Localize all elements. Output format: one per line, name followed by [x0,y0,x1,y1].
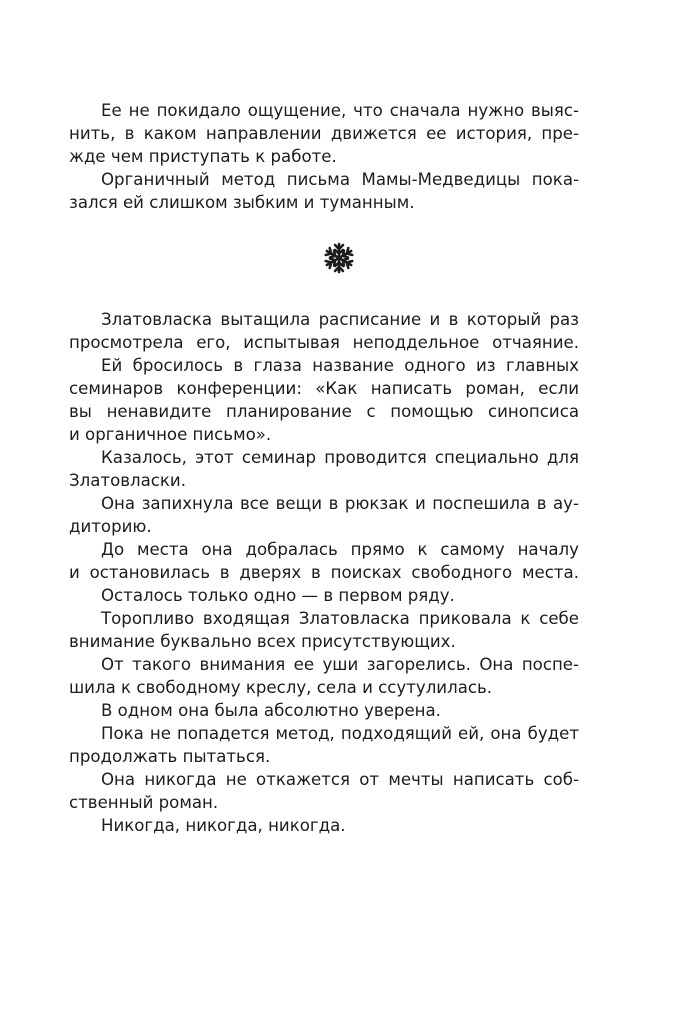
text-line: Ее не покидало ощущение, что сначала нужно выяс- [101,101,579,120]
text-line: До места она добралась прямо к самому началу [101,540,579,559]
text-line: ственный роман. [69,793,219,812]
text-line: Златовласки. [69,471,186,490]
text-block-top [69,99,579,214]
text-line: нить, в каком направлении движется ее история, пре- [69,124,579,143]
text-line: Пока не попадется метод, подходящий ей, она будет [101,724,579,743]
text-line: вы ненавидите планирование с помощью синопсиса [69,402,579,421]
section-divider [322,241,356,275]
text-line: просмотрела его, испытывая неподдельное отчаяние. [69,333,579,352]
text-line: Она никогда не откажется от мечты написать соб- [101,770,579,789]
text-line: Она запихнула все вещи в рюкзак и поспешила в ау- [101,494,579,513]
text-line: внимание буквально всех присутствующих. [69,632,456,651]
text-line: шила к свободному креслу, села и ссутулилась. [69,678,493,697]
text-block-bottom [69,308,579,837]
text-line: Ей бросилось в глаза название одного из главных [101,356,579,375]
text-line: В одном она была абсолютно уверена. [101,701,441,720]
text-line: Никогда, никогда, никогда. [101,816,346,835]
text-line: продолжать пытаться. [69,747,271,766]
text-line: Казалось, этот семинар проводится специально для [101,448,579,467]
text-line: диторию. [69,517,152,536]
text-line: Органичный метод письма Мамы-Медведицы пока- [101,170,579,189]
text-line: Торопливо входящая Златовласка приковала к себе [101,609,579,628]
text-line: жде чем приступать к работе. [69,147,337,166]
text-line: От такого внимания ее уши загорелись. Она поспе- [101,655,579,674]
text-line: семинаров конференции: «Как написать роман, если [69,379,579,398]
text-line: зался ей слишком зыбким и туманным. [69,193,415,212]
text-line: Осталось только одно — в первом ряду. [101,586,455,605]
text-line: и остановилась в дверях в поисках свободного места. [69,563,579,582]
text-line: Златовласка вытащила расписание и в который раз [101,310,579,329]
text-line: и органичное письмо». [69,425,272,444]
snowflake-icon [322,241,356,275]
